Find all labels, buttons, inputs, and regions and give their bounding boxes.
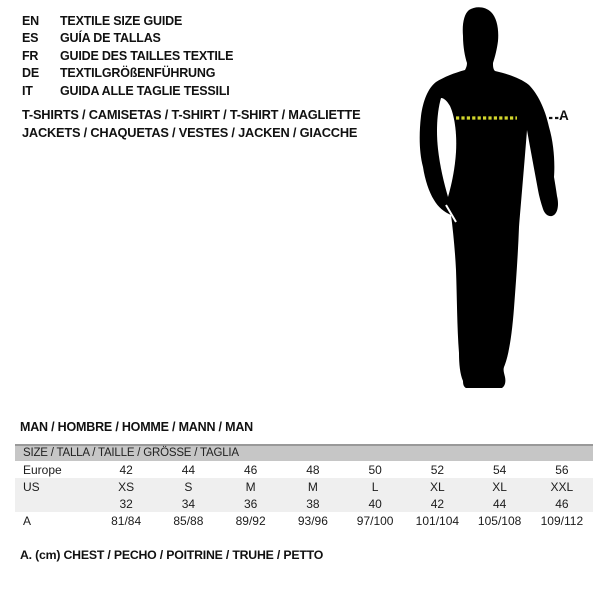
size-value-cell: 89/92 [235, 513, 266, 528]
size-value-cell: 52 [430, 462, 445, 477]
size-table-row [15, 478, 593, 495]
measure-label-a: A [559, 108, 569, 123]
size-value-cell: 42 [430, 496, 445, 511]
size-table-header: SIZE / TALLA / TAILLE / GRÖSSE / TAGLIA [15, 444, 593, 461]
measurement-footnote: A. (cm) CHEST / PECHO / POITRINE / TRUHE / PETTO [20, 548, 324, 562]
size-table-body [15, 461, 593, 529]
size-value-cell: XS [118, 479, 135, 494]
size-table-row [15, 512, 593, 529]
size-value-cell: M [307, 479, 318, 494]
size-table-row [15, 495, 593, 512]
size-value-cell: XL [492, 479, 507, 494]
section-title-man: MAN / HOMBRE / HOMME / MANN / MAN [20, 420, 253, 434]
language-label: GUÍA DE TALLAS [60, 31, 161, 46]
man-silhouette-icon [420, 7, 558, 388]
size-value-cell: 85/88 [173, 513, 204, 528]
size-value-cell: 32 [119, 496, 133, 511]
language-label: GUIDE DES TAILLES TEXTILE [60, 48, 234, 63]
size-value-cell: 54 [492, 462, 507, 477]
size-value-cell: 48 [306, 462, 320, 477]
size-value-cell: 46 [555, 496, 569, 511]
size-value-cell: 97/100 [356, 513, 394, 528]
size-value-cell: 34 [181, 496, 196, 511]
language-code: ES [22, 31, 39, 46]
size-value-cell: 93/96 [297, 513, 328, 528]
size-value-cell: 105/108 [477, 513, 522, 528]
language-code: IT [22, 83, 33, 98]
size-value-cell: 56 [555, 462, 569, 477]
size-value-cell: 81/84 [111, 513, 142, 528]
size-value-cell: 50 [368, 462, 382, 477]
size-value-cell: M [245, 479, 256, 494]
size-row-label: A [23, 513, 32, 528]
size-value-cell: 36 [243, 496, 258, 511]
language-code: DE [22, 66, 39, 81]
language-label: GUIDA ALLE TAGLIE TESSILI [60, 83, 230, 98]
language-code: EN [22, 13, 39, 28]
size-row-label: US [23, 479, 40, 494]
language-label: TEXTILE SIZE GUIDE [60, 13, 183, 28]
language-label: TEXTILGRÖßENFÜHRUNG [60, 66, 216, 81]
size-table-row [15, 461, 593, 478]
size-value-cell: 40 [368, 496, 382, 511]
category-line-tshirts: T-SHIRTS / CAMISETAS / T-SHIRT / T-SHIRT / MAGLIETTE [22, 107, 361, 122]
category-line-jackets: JACKETS / CHAQUETAS / VESTES / JACKEN / GIACCHE [22, 125, 358, 140]
size-value-cell: XXL [550, 479, 574, 494]
size-row-label: Europe [23, 462, 62, 477]
size-value-cell: XL [430, 479, 445, 494]
language-code: FR [22, 48, 39, 63]
size-value-cell: 42 [119, 462, 133, 477]
size-value-cell: 46 [243, 462, 258, 477]
size-value-cell: S [184, 479, 193, 494]
size-value-cell: 44 [492, 496, 507, 511]
size-value-cell: 38 [306, 496, 320, 511]
size-value-cell: 101/104 [415, 513, 460, 528]
size-table [15, 444, 593, 529]
size-value-cell: 109/112 [540, 513, 584, 528]
size-value-cell: L [371, 479, 379, 494]
size-value-cell: 44 [181, 462, 196, 477]
